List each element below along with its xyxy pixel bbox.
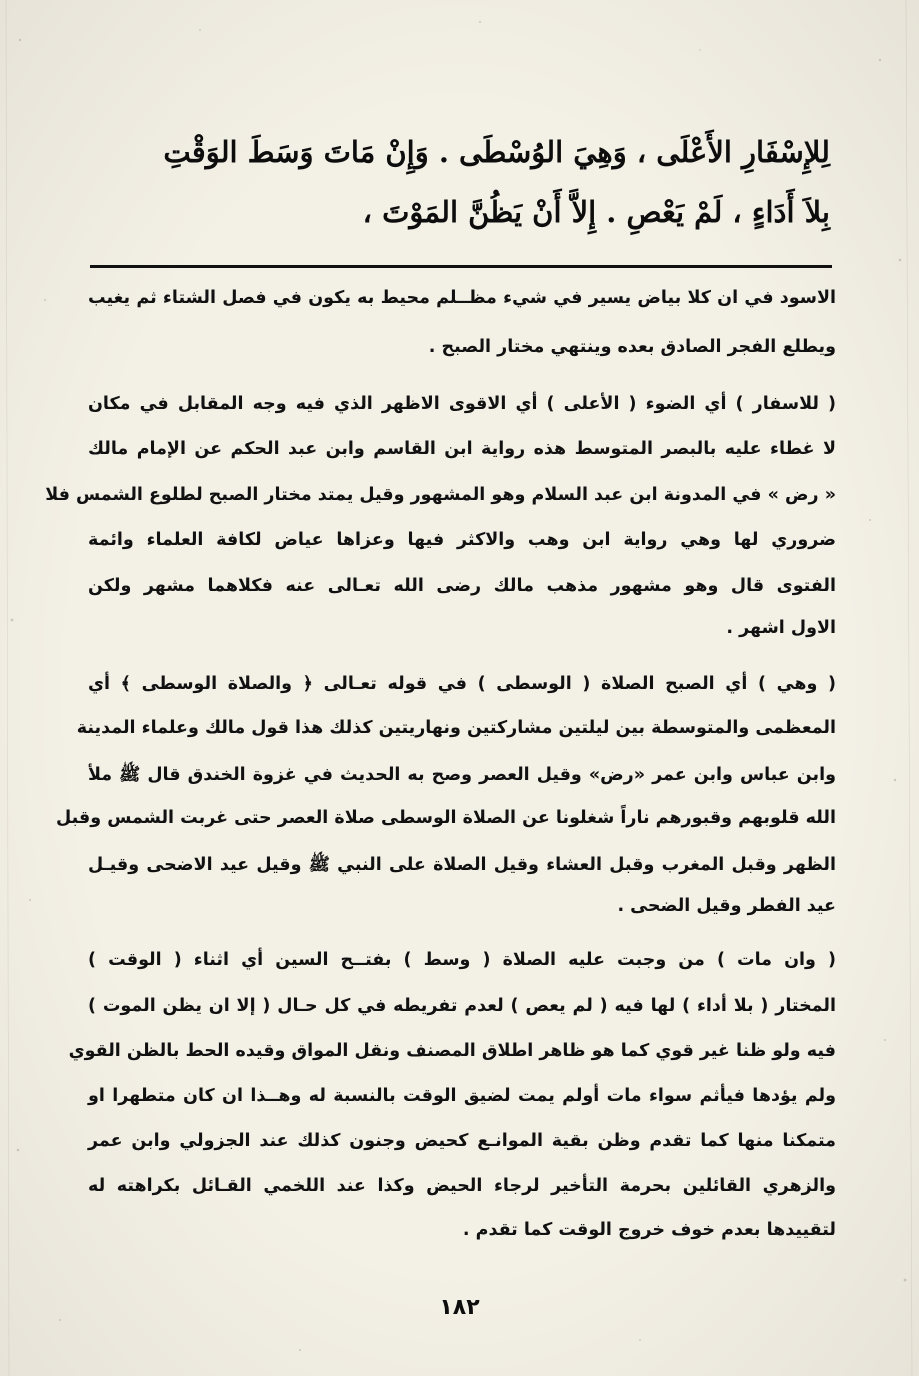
- commentary-line: ويطلع الفجر الصادق بعده وينتهي مختار الصبح .: [428, 337, 836, 357]
- matn-text: بِلاَ أَدَاءٍ ، لَمْ يَعْصِ . إِلاَّ أَنْ يَظُنَّ المَوْتَ ،: [362, 195, 830, 229]
- commentary-line: الفتوى قال وهو مشهور مذهب مالك رضى الله تعـالى عنه فكلاهما مشهر ولكن: [88, 576, 836, 596]
- commentary-line: فيه ولو ظنا غير قوي كما هو ظاهر اطلاق المصنف ونقل المواق وقيده الحط بالظن القوي: [68, 1041, 836, 1061]
- commentary-line: الله قلوبهم وقبورهم ناراً شغلونا عن الصلاة الوسطى صلاة العصر حتى غربت الشمس وقبل: [56, 808, 836, 828]
- commentary-line: عيد الفطر وقيل الضحى .: [617, 896, 836, 916]
- commentary: [45, 0, 836, 1376]
- commentary-line: وابن عباس وابن عمر «رض» وقيل العصر وصح به الحديث في غزوة الخندق قال ﷺ ملأ: [88, 765, 836, 785]
- commentary-line: ولم يؤدها فيأثم سواء مات أولم يمت لضيق الوقت بالنسبة له وهــذا ان كان متطهرا او: [88, 1086, 836, 1106]
- commentary-line: ( وهي ) أي الصبح الصلاة ( الوسطى ) في قوله تعـالى ﴿ والصلاة الوسطى ﴾ أي: [88, 674, 836, 694]
- commentary-line: الظهر وقبل المغرب وقبل العشاء وقيل الصلاة على النبي ﷺ وقيل عيد الاضحى وقيـل: [88, 855, 836, 875]
- page-number: ١٨٢: [439, 1295, 480, 1320]
- commentary-line: متمكنا منها كما تقدم وظن بقية الموانـع كحيض وجنون كذلك عند الجزولي وابن عمر: [88, 1131, 836, 1151]
- commentary-line: ضروري لها وهي رواية ابن وهب والاكثر فيها وعزاها عياض لكافة العلماء وائمة: [88, 530, 836, 550]
- commentary-line: والزهري القائلين بحرمة التأخير لرجاء الحيض وكذا عند اللخمي القـائل بكراهته له: [88, 1176, 836, 1196]
- commentary-line: المختار ( بلا أداء ) لها فيه ( لم يعص ) لعدم تفريطه في كل حـال ( إلا ان يظن الموت ): [88, 996, 836, 1016]
- commentary-line: ( وان مات ) من وجبت عليه الصلاة ( وسط ) بفتــح السين أي اثناء ( الوقت ): [88, 950, 836, 970]
- commentary-line: « رض » في المدونة ابن عبد السلام وهو المشهور وقيل يمتد مختار الصبح لطلوع الشمس فلا: [45, 485, 836, 505]
- commentary-line: المعظمى والمتوسطة بين ليلتين مشاركتين ونهاريتين كذلك هذا قول مالك وعلماء المدينة: [76, 718, 836, 738]
- matn-text: لِلإِسْفَارِ الأَعْلَى ، وَهِيَ الوُسْطَى . وَإِنْ مَاتَ وَسَطَ الوَقْتِ: [163, 135, 830, 169]
- commentary-line: لا غطاء عليه بالبصر المتوسط هذه رواية ابن القاسم وابن عبد الحكم عن الإمام مالك: [88, 439, 836, 459]
- commentary-line: الاول اشهر .: [726, 618, 836, 638]
- commentary-line: لتقييدها بعدم خوف خروج الوقت كما تقدم .: [462, 1220, 836, 1240]
- commentary-line: ( للاسفار ) أي الضوء ( الأعلى ) أي الاقوى الاظهر الذي فيه وجه المقابل في مكان: [88, 394, 836, 414]
- commentary-line: الاسود في ان كلا بياض يسير في شيء مظــلم محيط به يكون في فصل الشتاء ثم يغيب: [88, 288, 836, 308]
